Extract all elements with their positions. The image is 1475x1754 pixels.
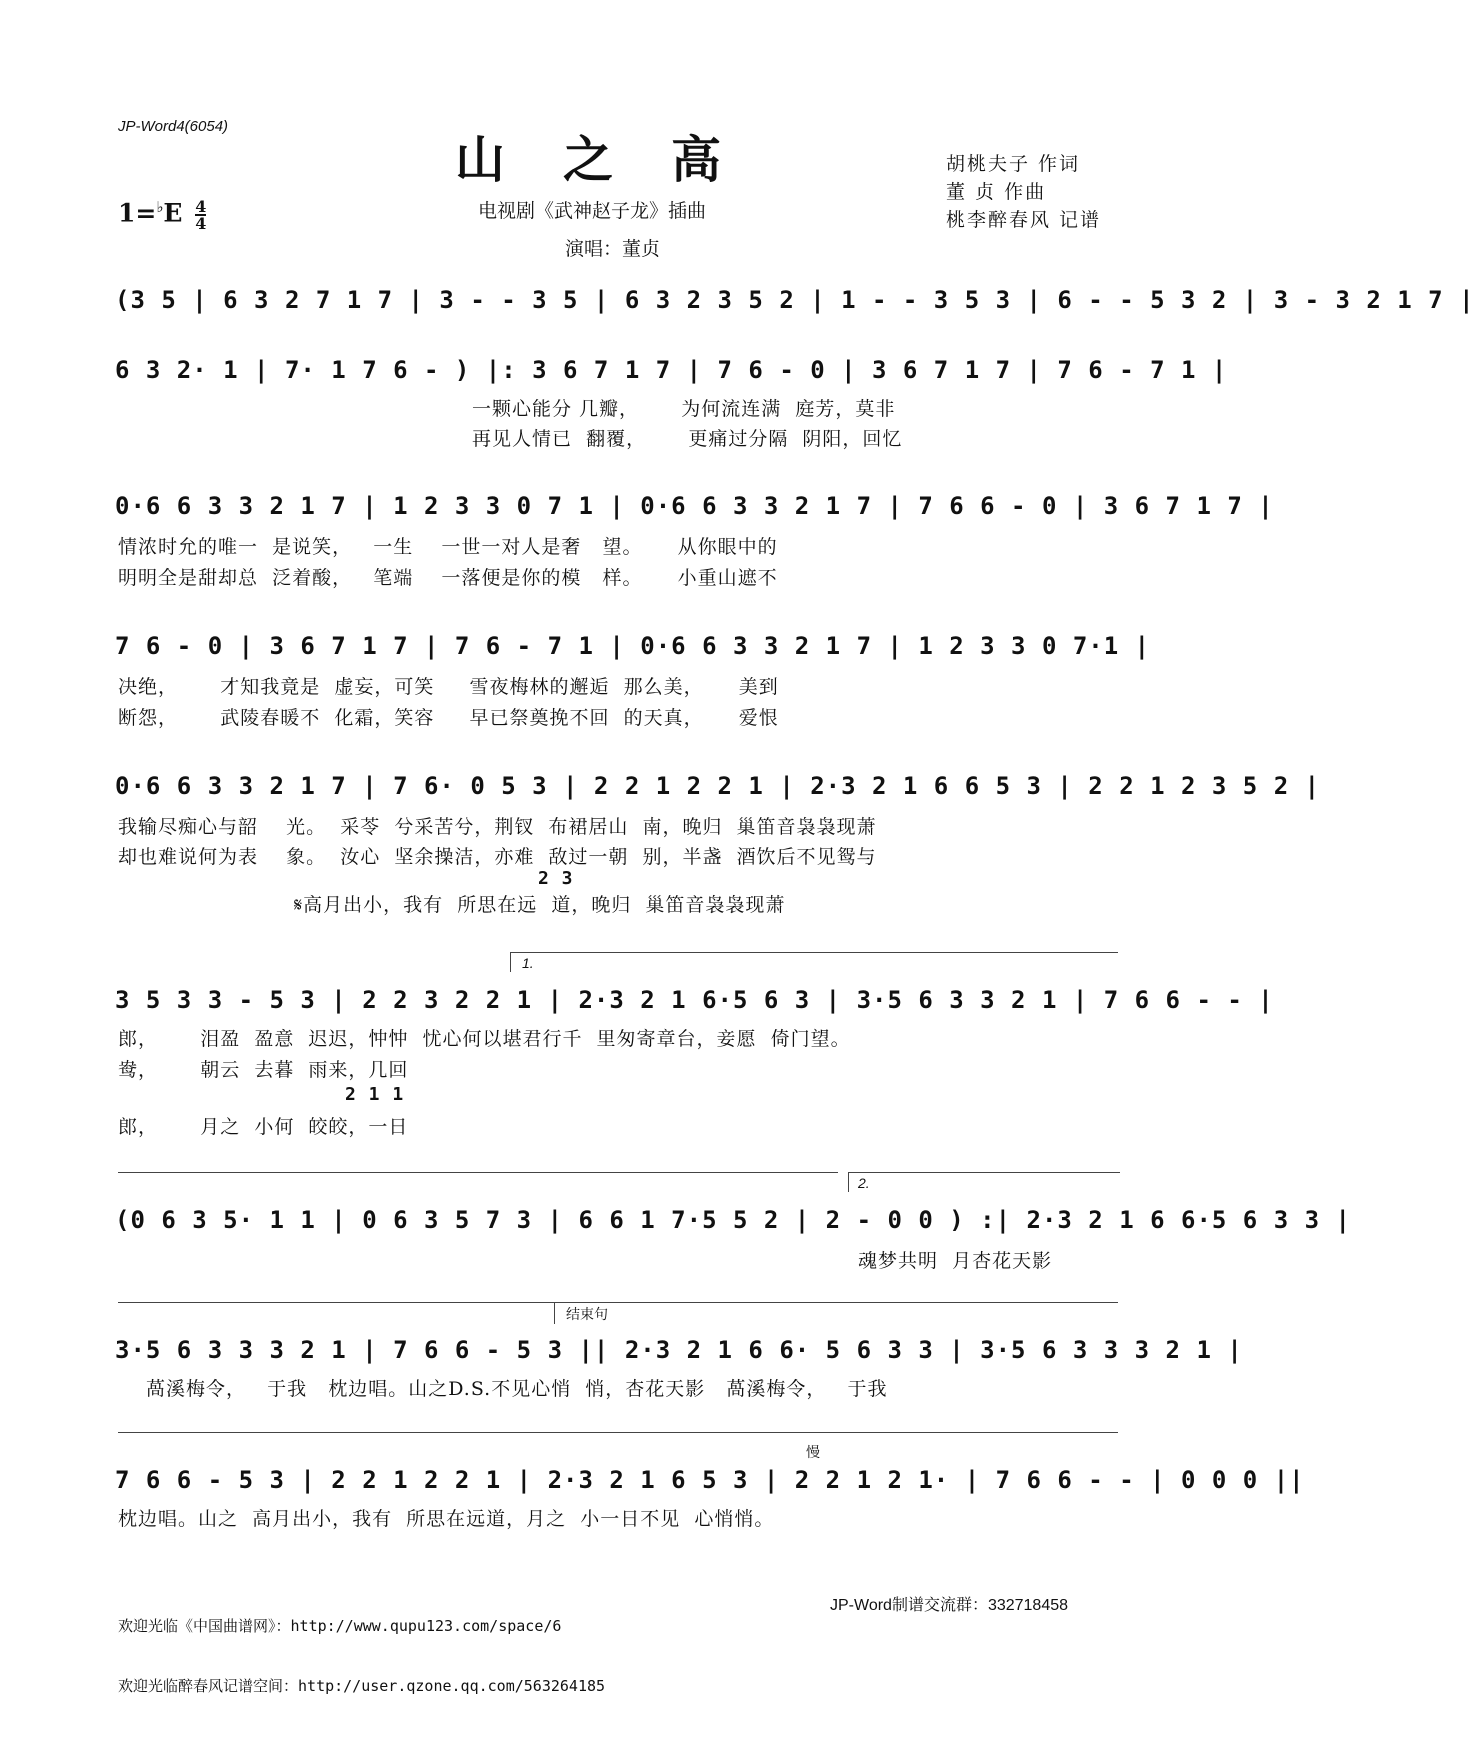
subtitle: 电视剧《武神赵子龙》插曲 [478, 200, 707, 222]
ending-label: 结束句 [566, 1306, 608, 1322]
lyric-line-7a: 魂梦共明 月杏花天影 [858, 1250, 1053, 1272]
footer-links [118, 1576, 605, 1716]
music-line-3: 0·6 6 3 3 2 1 7 | 1 2 3 3 0 7 1 | 0·6 6 3 3 2 1 7 | 7 6 6 - 0 | 3 6 7 1 7 | [115, 492, 1274, 520]
footer-group: JP-Word制谱交流群：332718458 [830, 1597, 1069, 1614]
music-line-9: 7 6 6 - 5 3 | 2 2 1 2 2 1 | 2·3 2 1 6 5 3 | 2 2 1 2 1· | 7 6 6 - - | 0 0 0 || [115, 1466, 1305, 1494]
key-prefix: 1= [118, 198, 157, 228]
alt-notes-6: 2 1 1 [345, 1084, 405, 1105]
lyric-line-9a: 枕边唱。山之 高月出小，我有 所思在远道，月之 小一日不见 心悄悄。 [118, 1508, 775, 1530]
ending-tick [554, 1302, 555, 1324]
composer-credit: 董 贞 作曲 [946, 181, 1047, 203]
lyric-line-2b: 再见人情已 翻覆， 更痛过分隔 阴阳，回忆 [472, 428, 903, 450]
credits [946, 150, 1101, 234]
alt-notes-5: 2 3 [538, 868, 574, 889]
music-line-2: 6 3 2· 1 | 7· 1 7 6 - ) |: 3 6 7 1 7 | 7 6 - 0 | 3 6 7 1 7 | 7 6 - 7 1 | [115, 356, 1228, 384]
time-denominator: 4 [195, 213, 207, 233]
lyric-line-5c: 𝄋高月出小，我有 所思在远 道，晚归 巢笛音袅袅现萧 [118, 894, 786, 916]
software-label: JP-Word4(6054) [118, 118, 229, 135]
section-line-9 [118, 1432, 1118, 1433]
section-line-7 [118, 1172, 838, 1173]
lyric-line-3a: 情浓时允的唯一 是说笑， 一生 一世一对人是奢 望。 从你眼中的 [118, 536, 778, 558]
music-line-1: (3 5 | 6 3 2 7 1 7 | 3 - - 3 5 | 6 3 2 3 5 2 | 1 - - 3 5 3 | 6 - - 5 3 2 | 3 - 3 2 1 7 | [115, 286, 1475, 314]
lyric-line-6c: 郎， 月之 小何 皎皎，一日 [118, 1116, 409, 1138]
key-signature [118, 198, 206, 231]
time-numerator: 4 [195, 196, 207, 216]
lyric-line-5a: 我输尽痴心与韶 光。 采苓 兮采苦兮，荆钗 布裙居山 南，晚归 巢笛音袅袅现萧 [118, 816, 877, 838]
time-signature [195, 196, 207, 233]
music-line-8: 3·5 6 3 3 3 2 1 | 7 6 6 - 5 3 || 2·3 2 1 6 6· 5 6 3 3 | 3·5 6 3 3 3 2 1 | [115, 1336, 1243, 1364]
music-line-6: 3 5 3 3 - 5 3 | 2 2 3 2 2 1 | 2·3 2 1 6·5 6 3 | 3·5 6 3 3 2 1 | 7 6 6 - - | [115, 986, 1274, 1014]
lyric-line-6b: 鸯， 朝云 去暮 雨来，几回 [118, 1059, 409, 1081]
flat-symbol: ♭ [156, 198, 164, 216]
volta-2-tick [848, 1172, 849, 1192]
volta-2-bracket [848, 1172, 1120, 1173]
lyric-line-3b: 明明全是甜却总 泛着酸， 笔端 一落便是你的模 样。 小重山遮不 [118, 567, 778, 589]
volta-2-label: 2. [858, 1175, 870, 1191]
key-letter: E [163, 198, 183, 228]
lyric-line-2a: 一颗心能分 几瓣， 为何流连满 庭芳，莫非 [472, 398, 896, 420]
page-title: 山之高 [455, 130, 779, 189]
singer: 演唱：董贞 [565, 238, 661, 260]
footer-link-qzone[interactable]: 欢迎光临醉春风记谱空间：http://user.qzone.qq.com/563264185 [118, 1677, 606, 1695]
volta-1-label: 1. [522, 955, 534, 971]
lyric-line-8a: 萵溪梅令， 于我 枕边唱。山之D.S.不见心悄 悄，杏花天影 萵溪梅令， 于我 [146, 1378, 888, 1400]
lyric-line-5b: 却也难说何为表 象。 汝心 坚余操洁，亦难 敌过一朝 别，半盏 酒饮后不见鸳与 [118, 846, 877, 868]
transcriber-credit: 桃李醉春风 记谱 [946, 209, 1102, 231]
lyricist-credit: 胡桃夫子 作词 [946, 153, 1081, 175]
lyric-line-4a: 决绝， 才知我竟是 虚妄，可笑 雪夜梅林的邂逅 那么美， 美到 [118, 676, 779, 698]
section-line-8 [118, 1302, 1118, 1303]
music-line-5: 0·6 6 3 3 2 1 7 | 7 6· 0 5 3 | 2 2 1 2 2 1 | 2·3 2 1 6 6 5 3 | 2 2 1 2 3 5 2 | [115, 772, 1321, 800]
footer-link-qupu[interactable]: 欢迎光临《中国曲谱网》：http://www.qupu123.com/space/6 [118, 1617, 562, 1635]
lyric-line-4b: 断怨， 武陵春暖不 化霜，笑容 早已祭奠挽不回 的天真， 爱恨 [118, 707, 779, 729]
tempo-marking: 慢 [806, 1445, 820, 1461]
lyric-line-6a: 郎， 泪盈 盈意 迟迟，忡忡 忧心何以堪君行千 里匆寄章台，妾愿 倚门望。 [118, 1028, 851, 1050]
music-line-4: 7 6 - 0 | 3 6 7 1 7 | 7 6 - 7 1 | 0·6 6 3 3 2 1 7 | 1 2 3 3 0 7·1 | [115, 632, 1151, 660]
volta-1-tick [510, 952, 511, 972]
volta-1-bracket [510, 952, 1118, 953]
music-line-7: (0 6 3 5· 1 1 | 0 6 3 5 7 3 | 6 6 1 7·5 5 2 | 2 - 0 0 ) :| 2·3 2 1 6 6·5 6 3 3 | [115, 1206, 1351, 1234]
